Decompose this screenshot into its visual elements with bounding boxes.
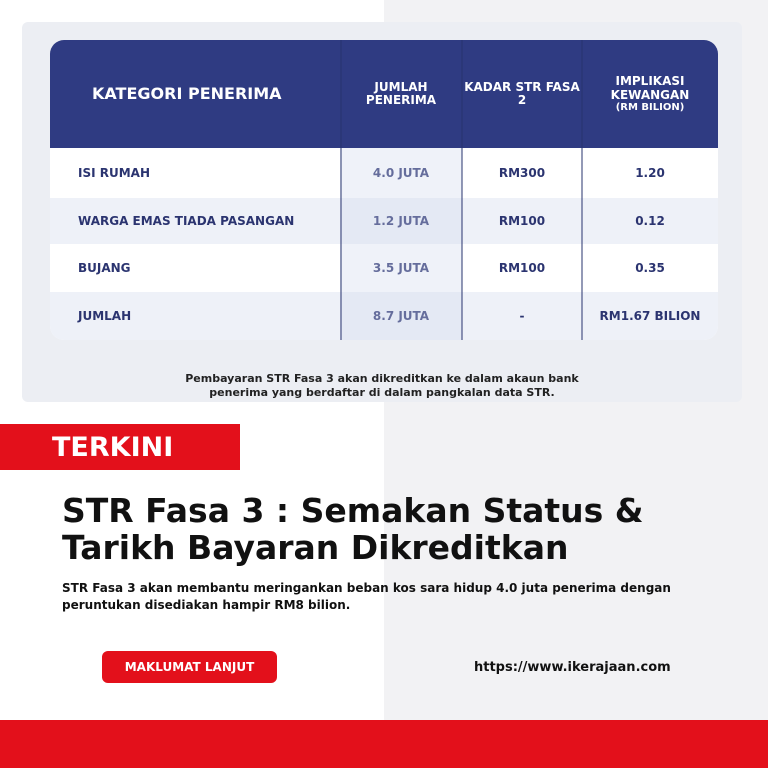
cell: - bbox=[519, 309, 525, 323]
title-line: STR Fasa 3 : Semakan Status & bbox=[62, 491, 644, 530]
column-divider bbox=[581, 40, 583, 340]
cell: 3.5 JUTA bbox=[372, 261, 430, 275]
cell: RM100 bbox=[498, 214, 546, 228]
note-line: Pembayaran STR Fasa 3 akan dikreditkan ke dalam akaun bank bbox=[185, 372, 579, 385]
cell: RM1.67 BILION bbox=[599, 309, 701, 323]
table-header bbox=[50, 40, 718, 148]
header-jumlah-penerima: JUMLAH PENERIMA bbox=[365, 79, 437, 107]
cell: RM100 bbox=[498, 261, 546, 275]
header-implikasi-label: IMPLIKASI KEWANGAN bbox=[610, 74, 690, 102]
table-note bbox=[22, 372, 742, 401]
header-implikasi-unit: (RM BILION) bbox=[615, 101, 685, 113]
cell: 1.2 JUTA bbox=[372, 214, 430, 228]
cell: ISI RUMAH bbox=[78, 166, 151, 180]
terkini-badge: TERKINI bbox=[0, 424, 240, 470]
cell: 1.20 bbox=[635, 166, 665, 180]
cell: 0.35 bbox=[635, 261, 665, 275]
article-description: STR Fasa 3 akan membantu meringankan beban kos sara hidup 4.0 juta penerima dengan peruntukan disediakan hampir RM8 bilion. bbox=[62, 581, 671, 613]
cell: 4.0 JUTA bbox=[372, 166, 430, 180]
header-implikasi bbox=[582, 40, 718, 148]
note-line: penerima yang berdaftar di dalam pangkalan data STR. bbox=[209, 386, 555, 400]
column-divider bbox=[340, 40, 342, 340]
cell: BUJANG bbox=[78, 261, 131, 275]
column-divider bbox=[461, 40, 463, 340]
header-kategori: KATEGORI PENERIMA bbox=[92, 84, 282, 104]
article-title bbox=[62, 492, 644, 567]
bottom-red-bar bbox=[0, 720, 768, 768]
header-kadar: KADAR STR FASA 2 bbox=[464, 79, 580, 107]
str-table bbox=[50, 40, 718, 340]
cell: 0.12 bbox=[635, 214, 665, 228]
cell: JUMLAH bbox=[78, 309, 132, 323]
cell: WARGA EMAS TIADA PASANGAN bbox=[78, 214, 295, 228]
cell: RM300 bbox=[498, 166, 546, 180]
cell: 8.7 JUTA bbox=[372, 309, 430, 323]
title-line: Tarikh Bayaran Dikreditkan bbox=[62, 528, 569, 568]
column-highlight bbox=[340, 148, 462, 340]
maklumat-lanjut-button[interactable]: MAKLUMAT LANJUT bbox=[102, 651, 277, 683]
website-url[interactable]: https://www.ikerajaan.com bbox=[474, 660, 671, 675]
